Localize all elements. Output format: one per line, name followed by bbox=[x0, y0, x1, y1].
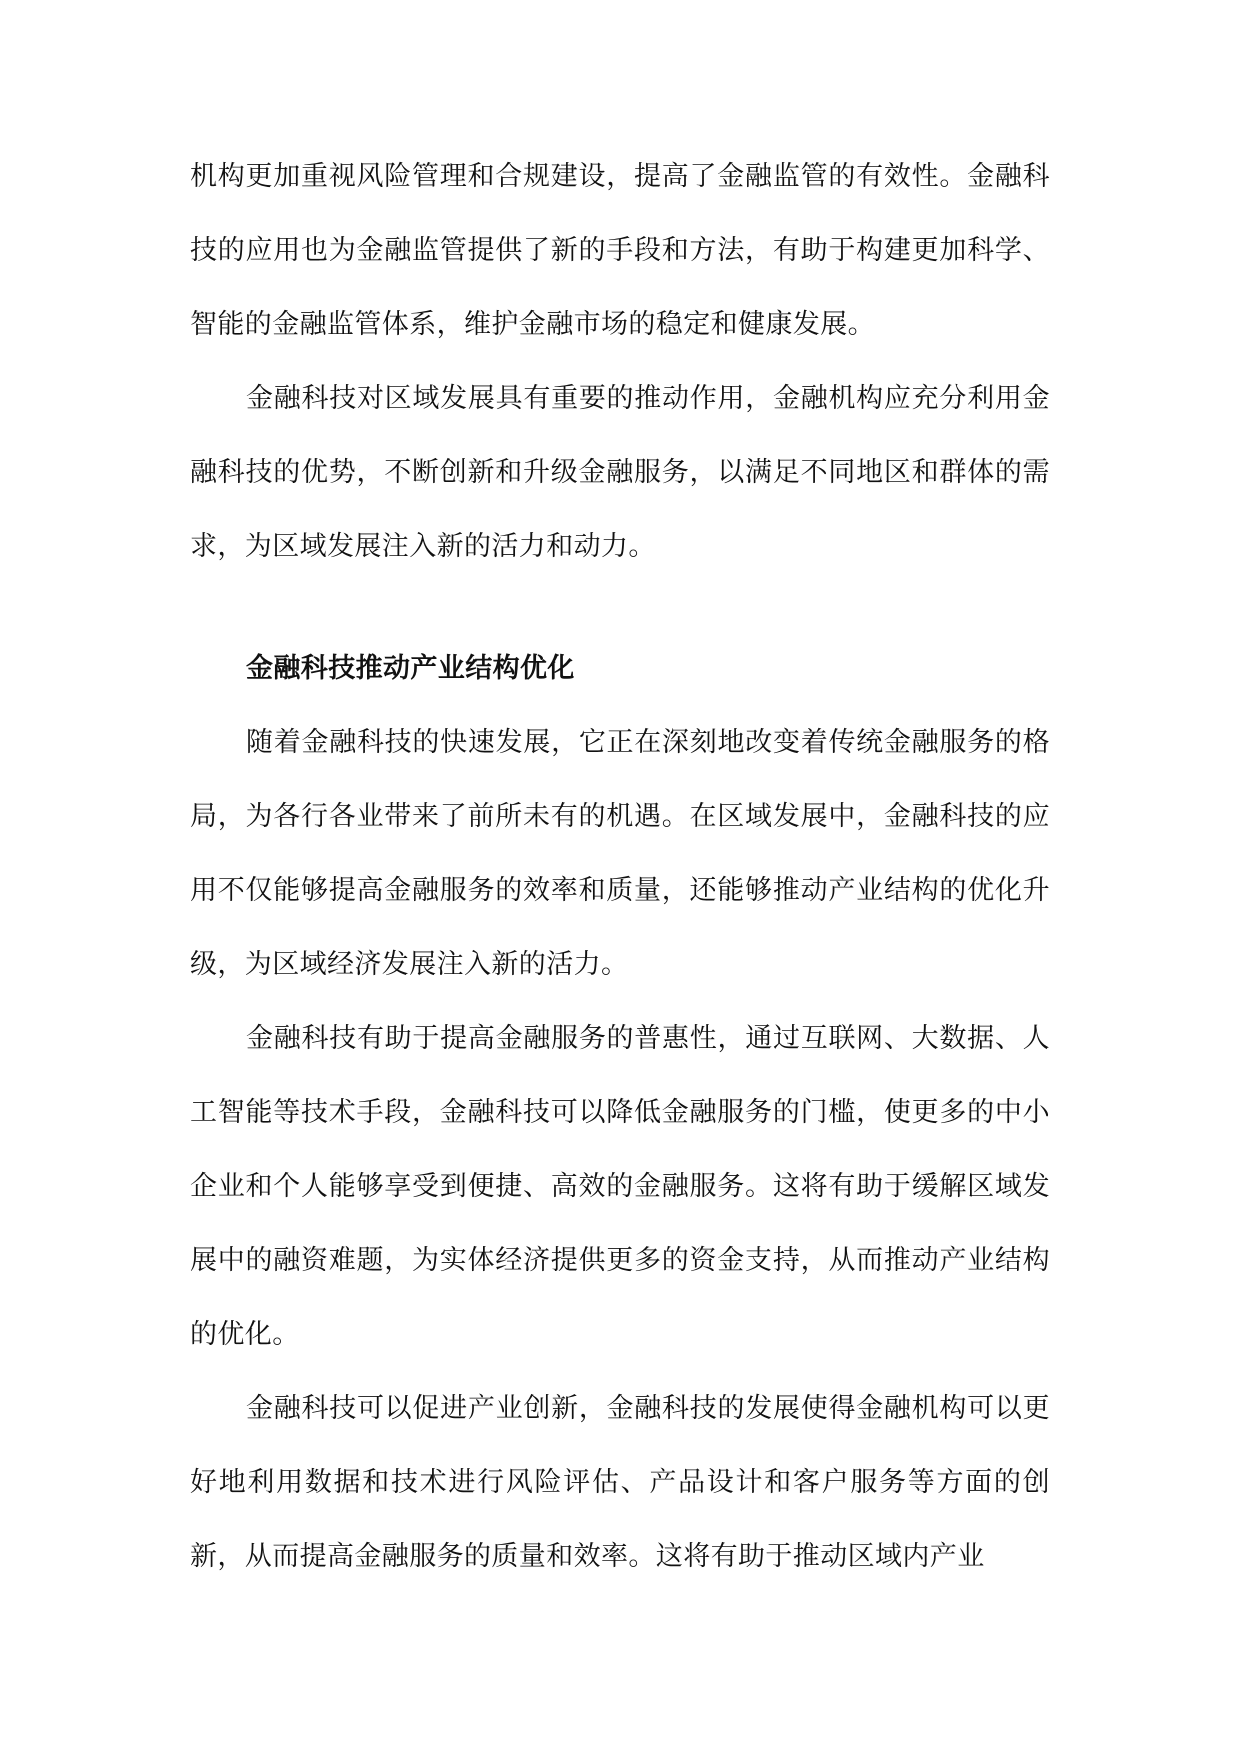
paragraph-continued: 机构更加重视风险管理和合规建设，提高了金融监管的有效性。金融科技的应用也为金融监管提供了新的手段和方法，有助于构建更加科学、智能的金融监管体系，维护金融市场的稳定和健康发展。 bbox=[190, 161, 1050, 340]
paragraph-fintech-development: 随着金融科技的快速发展，它正在深刻地改变着传统金融服务的格局，为各行各业带来了前所未有的机遇。在区域发展中，金融科技的应用不仅能够提高金融服务的效率和质量，还能够推动产业结构的优化升级，为区域经济发展注入新的活力。 bbox=[190, 727, 1050, 980]
section-heading: 金融科技推动产业结构优化 bbox=[246, 653, 575, 684]
paragraph-financial-inclusion: 金融科技有助于提高金融服务的普惠性，通过互联网、大数据、人工智能等技术手段，金融科技可以降低金融服务的门槛，使更多的中小企业和个人能够享受到便捷、高效的金融服务。这将有助于缓解区域发展中的融资难题，为实体经济提供更多的资金支持，从而推动产业结构的优化。 bbox=[190, 1023, 1050, 1350]
document-body bbox=[190, 140, 1050, 1594]
paragraph-fintech-regional-role: 金融科技对区域发展具有重要的推动作用，金融机构应充分利用金融科技的优势，不断创新和升级金融服务，以满足不同地区和群体的需求，为区域发展注入新的活力和动力。 bbox=[190, 383, 1050, 562]
paragraph-industry-innovation: 金融科技可以促进产业创新，金融科技的发展使得金融机构可以更好地利用数据和技术进行风险评估、产品设计和客户服务等方面的创新，从而提高金融服务的质量和效率。这将有助于推动区域内产业 bbox=[190, 1393, 1050, 1572]
